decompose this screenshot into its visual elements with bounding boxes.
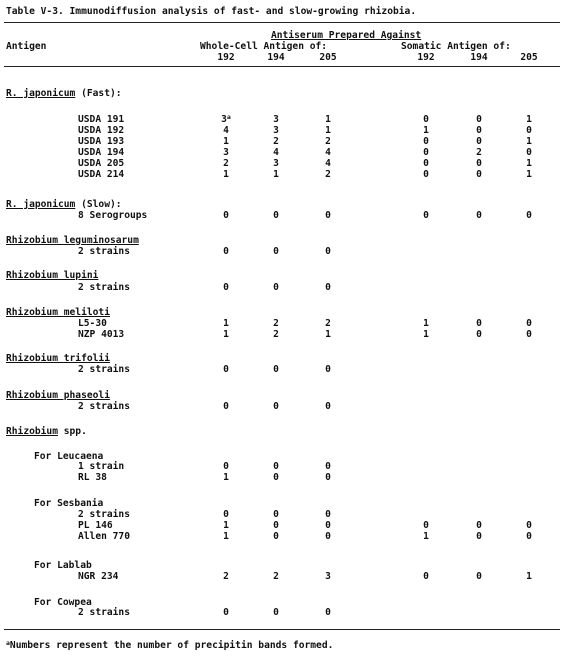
cell-value: 0 xyxy=(325,364,331,375)
table-cell xyxy=(514,147,544,158)
cell-value: 0 xyxy=(476,158,482,169)
table-cell xyxy=(211,114,241,125)
table-cell xyxy=(411,147,441,158)
cell-value: 0 xyxy=(423,571,429,582)
table-title: Table V-3. Immunodiffusion analysis of fast- and slow-growing rhizobia. xyxy=(6,6,417,17)
cell-value: 1 xyxy=(273,169,279,180)
group-label: Rhizobium meliloti xyxy=(6,307,110,318)
cell-value: 0 xyxy=(476,136,482,147)
row-label: NGR 234 xyxy=(78,571,119,582)
cell-value: 3 xyxy=(273,114,279,125)
table-cell xyxy=(211,318,241,329)
cell-value: 2 xyxy=(325,169,331,180)
row-label: Allen 770 xyxy=(78,531,130,542)
table-cell xyxy=(211,607,241,618)
table-cell xyxy=(313,571,343,582)
row-label: 2 strains xyxy=(78,401,130,412)
table-cell xyxy=(261,571,291,582)
table-cell xyxy=(514,571,544,582)
group-label: Rhizobium trifolii xyxy=(6,353,110,364)
cell-value: 0 xyxy=(476,169,482,180)
table-cell xyxy=(211,364,241,375)
cell-value: 0 xyxy=(223,282,229,293)
cell-value: 0 xyxy=(526,210,532,221)
table-cell xyxy=(261,329,291,340)
cell-value: 0 xyxy=(273,461,279,472)
table-cell xyxy=(411,169,441,180)
table-cell xyxy=(211,571,241,582)
cell-value: 1 xyxy=(223,520,229,531)
table-cell xyxy=(313,472,343,483)
cell-value: 4 xyxy=(273,147,279,158)
group-suffix: (Fast): xyxy=(75,88,122,99)
cell-value: 0 xyxy=(476,531,482,542)
subgroup-heading: For Leucaena xyxy=(34,451,104,462)
row-label: USDA 193 xyxy=(78,136,125,147)
table-cell xyxy=(313,607,343,618)
table-cell xyxy=(313,136,343,147)
table-cell xyxy=(464,329,494,340)
table-cell xyxy=(261,461,291,472)
table-cell xyxy=(411,114,441,125)
cell-value: 0 xyxy=(423,169,429,180)
cell-value: 0 xyxy=(476,318,482,329)
group-label: Rhizobium xyxy=(6,426,58,437)
table-cell xyxy=(313,329,343,340)
table-cell xyxy=(261,147,291,158)
table-cell xyxy=(411,136,441,147)
table-cell xyxy=(211,282,241,293)
cell-value: 1 xyxy=(526,158,532,169)
cell-value: 1 xyxy=(526,136,532,147)
table-cell xyxy=(313,318,343,329)
group-heading xyxy=(6,199,122,210)
table-cell xyxy=(211,509,241,520)
table-cell xyxy=(211,136,241,147)
row-label: 2 strains xyxy=(78,607,130,618)
table-cell xyxy=(464,571,494,582)
cell-value: 0 xyxy=(325,531,331,542)
table-cell xyxy=(261,246,291,257)
table-cell xyxy=(261,318,291,329)
cell-value: 0 xyxy=(476,114,482,125)
whole-cell-header: Whole-Cell Antigen of: xyxy=(200,41,328,52)
table-cell xyxy=(313,125,343,136)
cell-value: 4 xyxy=(223,125,229,136)
table-cell xyxy=(464,125,494,136)
table-cell xyxy=(514,318,544,329)
row-label: USDA 214 xyxy=(78,169,125,180)
table-cell xyxy=(261,114,291,125)
table-cell xyxy=(211,461,241,472)
table-cell xyxy=(261,210,291,221)
table-cell xyxy=(261,607,291,618)
cell-value: 2 xyxy=(325,136,331,147)
table-cell xyxy=(211,158,241,169)
row-label: 1 strain xyxy=(78,461,125,472)
table-cell xyxy=(313,461,343,472)
footnote-marker: a xyxy=(6,639,10,647)
table-cell xyxy=(514,125,544,136)
table-cell xyxy=(464,147,494,158)
cell-value: 1 xyxy=(526,571,532,582)
col-header-wc-192: 192 xyxy=(217,52,235,63)
cell-value: 0 xyxy=(273,246,279,257)
cell-value: 0 xyxy=(325,607,331,618)
cell-value: 2 xyxy=(273,136,279,147)
cell-value: 0 xyxy=(526,318,532,329)
cell-value: 3 xyxy=(223,147,229,158)
table-cell xyxy=(411,158,441,169)
row-label: 8 Serogroups xyxy=(78,210,148,221)
cell-value: 0 xyxy=(476,571,482,582)
table-cell xyxy=(313,364,343,375)
row-label: 2 strains xyxy=(78,282,130,293)
cell-value: 0 xyxy=(526,520,532,531)
table-cell xyxy=(514,531,544,542)
row-label: USDA 191 xyxy=(78,114,125,125)
cell-value: 0 xyxy=(476,210,482,221)
subgroup-heading: For Sesbania xyxy=(34,498,104,509)
cell-value: 0 xyxy=(223,364,229,375)
cell-value: 0 xyxy=(273,282,279,293)
table-cell xyxy=(313,520,343,531)
table-cell xyxy=(514,114,544,125)
group-label: Rhizobium phaseoli xyxy=(6,390,110,401)
cell-value: 0 xyxy=(423,210,429,221)
group-heading xyxy=(6,307,110,318)
table-cell xyxy=(514,210,544,221)
cell-value: 3 xyxy=(325,571,331,582)
col-header-wc-205: 205 xyxy=(319,52,337,63)
group-label: Rhizobium lupini xyxy=(6,270,99,281)
table-cell xyxy=(313,210,343,221)
table-cell xyxy=(211,125,241,136)
cell-value: 0 xyxy=(325,461,331,472)
subgroup-heading: For Cowpea xyxy=(34,597,92,608)
table-cell xyxy=(464,114,494,125)
group-heading xyxy=(6,353,110,364)
cell-value: 0 xyxy=(325,401,331,412)
table-cell xyxy=(464,158,494,169)
cell-value: 1 xyxy=(423,318,429,329)
table-cell xyxy=(411,520,441,531)
footnote xyxy=(6,640,333,651)
cell-value: 0 xyxy=(223,401,229,412)
cell-value: 0 xyxy=(273,531,279,542)
cell-value: 0 xyxy=(476,329,482,340)
table-cell xyxy=(514,158,544,169)
cell-value: 0 xyxy=(423,158,429,169)
antiserum-header: Antiserum Prepared Against xyxy=(271,30,422,41)
row-label: 2 strains xyxy=(78,246,130,257)
table-cell xyxy=(514,136,544,147)
table-cell xyxy=(261,125,291,136)
table-cell xyxy=(464,169,494,180)
cell-value: 0 xyxy=(273,401,279,412)
table-cell xyxy=(514,329,544,340)
cell-value: 0 xyxy=(273,210,279,221)
cell-value: 2 xyxy=(325,318,331,329)
group-heading xyxy=(6,270,98,281)
col-header-sa-192: 192 xyxy=(417,52,435,63)
cell-value: 2 xyxy=(223,158,229,169)
cell-value: 2 xyxy=(223,571,229,582)
table-cell xyxy=(261,136,291,147)
cell-value: 0 xyxy=(325,472,331,483)
table-cell xyxy=(411,531,441,542)
cell-value: 0 xyxy=(325,210,331,221)
cell-value: 0 xyxy=(325,509,331,520)
cell-value: 0 xyxy=(273,520,279,531)
cell-value: 0 xyxy=(223,210,229,221)
table-cell xyxy=(211,147,241,158)
table-cell xyxy=(313,282,343,293)
antigen-header: Antigen xyxy=(6,41,47,52)
table-cell xyxy=(261,169,291,180)
group-heading xyxy=(6,235,139,246)
cell-value: 0 xyxy=(325,246,331,257)
table-cell xyxy=(313,169,343,180)
table-cell xyxy=(313,114,343,125)
cell-value: 0 xyxy=(526,531,532,542)
cell-value: 1 xyxy=(223,136,229,147)
cell-value: 0 xyxy=(526,147,532,158)
table-cell xyxy=(211,169,241,180)
cell-value: 1 xyxy=(223,531,229,542)
cell-value: 1 xyxy=(526,114,532,125)
table-cell xyxy=(211,246,241,257)
cell-value: 2 xyxy=(273,571,279,582)
table-cell xyxy=(313,531,343,542)
table-cell xyxy=(411,125,441,136)
cell-value: 0 xyxy=(423,114,429,125)
top-rule xyxy=(4,22,560,23)
table-cell xyxy=(261,509,291,520)
cell-value: 1 xyxy=(526,169,532,180)
cell-value: 1 xyxy=(325,125,331,136)
table-cell xyxy=(261,531,291,542)
table-cell xyxy=(211,520,241,531)
group-suffix: (Slow): xyxy=(75,199,122,210)
row-label: NZP 4013 xyxy=(78,329,125,340)
cell-value: 0 xyxy=(273,364,279,375)
table-cell xyxy=(313,158,343,169)
cell-value: 4 xyxy=(325,147,331,158)
cell-value: 1 xyxy=(423,125,429,136)
table-cell xyxy=(211,210,241,221)
cell-value: 1 xyxy=(223,169,229,180)
group-label: Rhizobium leguminosarum xyxy=(6,235,139,246)
table-cell xyxy=(514,520,544,531)
cell-value: 0 xyxy=(223,246,229,257)
cell-value: 1 xyxy=(423,531,429,542)
cell-value: 0 xyxy=(325,282,331,293)
footnote-text: Numbers represent the number of precipitin bands formed. xyxy=(9,640,334,651)
col-header-sa-205: 205 xyxy=(520,52,538,63)
cell-value: 0 xyxy=(526,125,532,136)
cell-value: 1 xyxy=(223,329,229,340)
cell-value: 0 xyxy=(223,509,229,520)
table-cell xyxy=(411,210,441,221)
table-cell xyxy=(313,246,343,257)
cell-value: 1 xyxy=(223,472,229,483)
row-label: 2 strains xyxy=(78,364,130,375)
cell-value: 0 xyxy=(423,147,429,158)
table-cell xyxy=(411,571,441,582)
col-header-wc-194: 194 xyxy=(267,52,285,63)
table-cell xyxy=(211,472,241,483)
table-cell xyxy=(411,318,441,329)
cell-value: 3 xyxy=(221,114,227,125)
bottom-rule xyxy=(4,629,560,630)
group-heading xyxy=(6,88,122,99)
table-cell xyxy=(411,329,441,340)
table-cell xyxy=(464,210,494,221)
row-label: 2 strains xyxy=(78,509,130,520)
cell-value: 2 xyxy=(273,329,279,340)
table-cell xyxy=(261,364,291,375)
table-cell xyxy=(261,472,291,483)
cell-value: 0 xyxy=(476,125,482,136)
table-cell xyxy=(211,329,241,340)
group-label: R. japonicum xyxy=(6,88,76,99)
table-cell xyxy=(211,401,241,412)
cell-value: 0 xyxy=(423,520,429,531)
subgroup-heading: For Lablab xyxy=(34,560,92,571)
cell-value: 3 xyxy=(273,125,279,136)
cell-value: 0 xyxy=(423,136,429,147)
somatic-header: Somatic Antigen of: xyxy=(401,41,511,52)
cell-value: 0 xyxy=(476,520,482,531)
group-heading xyxy=(6,390,110,401)
table-cell xyxy=(464,318,494,329)
table-cell xyxy=(464,531,494,542)
table-cell xyxy=(514,169,544,180)
cell-value: 3 xyxy=(273,158,279,169)
group-heading xyxy=(6,426,87,437)
cell-value: 0 xyxy=(273,607,279,618)
cell-value: 1 xyxy=(325,114,331,125)
cell-value: 2 xyxy=(273,318,279,329)
cell-value: 0 xyxy=(223,461,229,472)
row-label: RL 38 xyxy=(78,472,107,483)
row-label: USDA 192 xyxy=(78,125,125,136)
table-cell xyxy=(261,282,291,293)
table-cell xyxy=(464,136,494,147)
cell-value: 1 xyxy=(223,318,229,329)
cell-value: 0 xyxy=(273,509,279,520)
cell-value: 0 xyxy=(526,329,532,340)
row-label: PL 146 xyxy=(78,520,113,531)
cell-value: 0 xyxy=(273,472,279,483)
table-cell xyxy=(313,401,343,412)
row-label: USDA 194 xyxy=(78,147,125,158)
row-label: L5-30 xyxy=(78,318,107,329)
group-suffix: spp. xyxy=(57,426,87,437)
row-label: USDA 205 xyxy=(78,158,125,169)
footnote-marker: a xyxy=(226,113,231,121)
cell-value: 4 xyxy=(325,158,331,169)
table-cell xyxy=(313,509,343,520)
cell-value: 1 xyxy=(423,329,429,340)
table-cell xyxy=(211,531,241,542)
table-cell xyxy=(464,520,494,531)
cell-value: 2 xyxy=(476,147,482,158)
header-rule xyxy=(4,66,560,67)
table-cell xyxy=(261,401,291,412)
table-cell xyxy=(313,147,343,158)
cell-value: 0 xyxy=(325,520,331,531)
cell-value: 0 xyxy=(223,607,229,618)
cell-value: 1 xyxy=(325,329,331,340)
table-cell xyxy=(261,158,291,169)
group-label: R. japonicum xyxy=(6,199,76,210)
col-header-sa-194: 194 xyxy=(470,52,488,63)
table-cell xyxy=(261,520,291,531)
